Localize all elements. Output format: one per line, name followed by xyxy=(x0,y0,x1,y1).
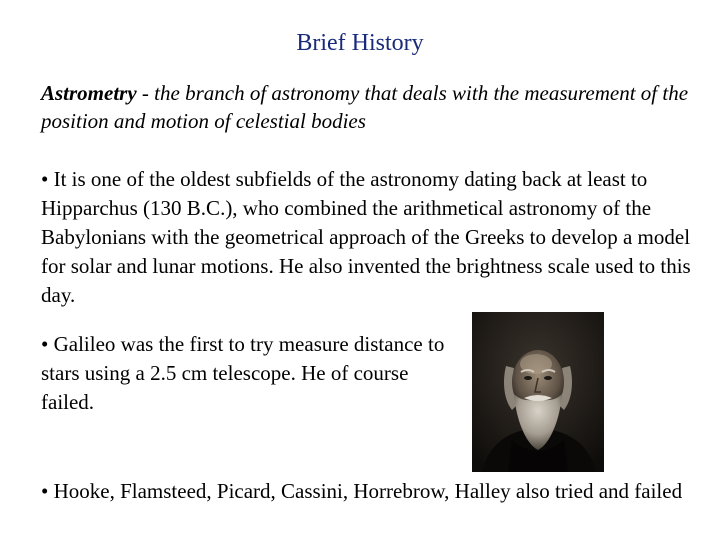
definition-text: - the branch of astronomy that deals with the measurement of the position and motion of celestial bodies xyxy=(41,81,689,133)
bullet-galileo: • Galileo was the first to try measure distance to stars using a 2.5 cm telescope. He of course failed. xyxy=(41,332,445,414)
slide-title: Brief History xyxy=(296,30,424,56)
bullet-hipparchus: • It is one of the oldest subfields of the astronomy dating back at least to Hipparchus (130 B.C.), who combined the arithmetical astronomy of the Babylonians with the geometrical approach of the Greeks to develop a model for solar and lunar motions. He also invented the brightness scale used to this day. xyxy=(41,167,691,307)
galileo-portrait xyxy=(472,312,604,472)
bullet-others: • Hooke, Flamsteed, Picard, Cassini, Horrebrow, Halley also tried and failed xyxy=(41,479,683,503)
definition-term: Astrometry xyxy=(41,81,137,105)
definition xyxy=(41,79,691,135)
